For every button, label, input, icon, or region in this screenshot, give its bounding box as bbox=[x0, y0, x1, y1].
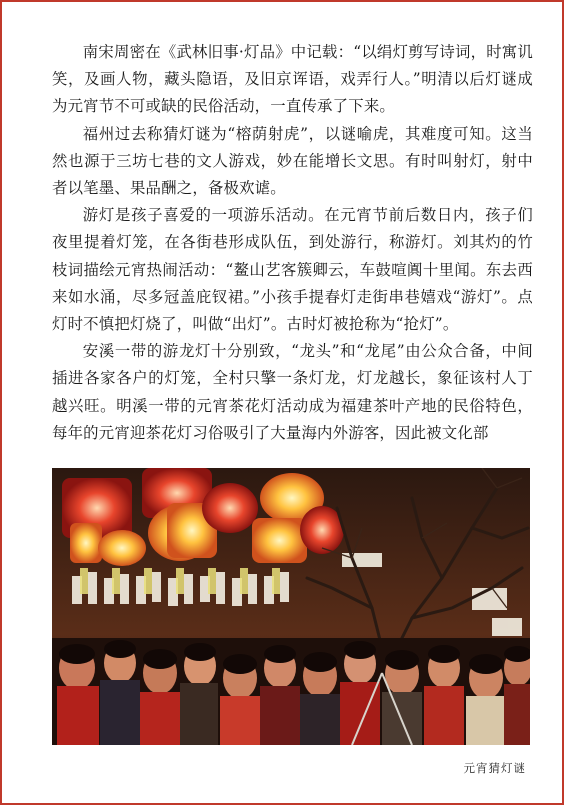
page-border-left bbox=[0, 0, 2, 805]
lantern-riddle-photo bbox=[52, 468, 530, 745]
body-text bbox=[52, 39, 533, 447]
photo-caption: 元宵猜灯谜 bbox=[463, 761, 526, 775]
paragraph-3: 游灯是孩子喜爱的一项游乐活动。在元宵节前后数日内，孩子们夜里提着灯笼，在各街巷形成队伍，到处游行，称游灯。刘其灼的竹枝词描绘元宵热闹活动：“鳌山艺客簇卿云，车鼓喧阗十里闻。东去西来如水涌，尽多冠盖庇钗裙。”小孩手提春灯走街串巷嬉戏“游灯”。点灯时不慎把灯烧了，叫做“出灯”。古时灯被抢称为“抢灯”。 bbox=[52, 206, 533, 334]
paragraph-2: 福州过去称猜灯谜为“榕荫射虎”，以谜喻虎，其难度可知。这当然也源于三坊七巷的文人游戏，妙在能增长文思。有时叫射灯，射中者以笔墨、果品酬之，备极欢谑。 bbox=[52, 124, 533, 198]
paragraph-4: 安溪一带的游龙灯十分别致，“龙头”和“龙尾”由公众合备，中间插进各家各户的灯笼，全村只擎一条灯龙，灯龙越长，象征该村人丁越兴旺。明溪一带的元宵茶花灯活动成为福建茶叶产地的民俗特色，每年的元宵迎茶花灯习俗吸引了大量海内外游客，因此被文化部 bbox=[52, 342, 533, 442]
page-border-top bbox=[0, 0, 564, 2]
paragraph-1: 南宋周密在《武林旧事·灯品》中记载：“以绢灯剪写诗词，时寓讥笑，及画人物，藏头隐语，及旧京诨语，戏弄行人。”明清以后灯谜成为元宵节不可或缺的民俗活动，一直传承了下来。 bbox=[52, 43, 533, 116]
